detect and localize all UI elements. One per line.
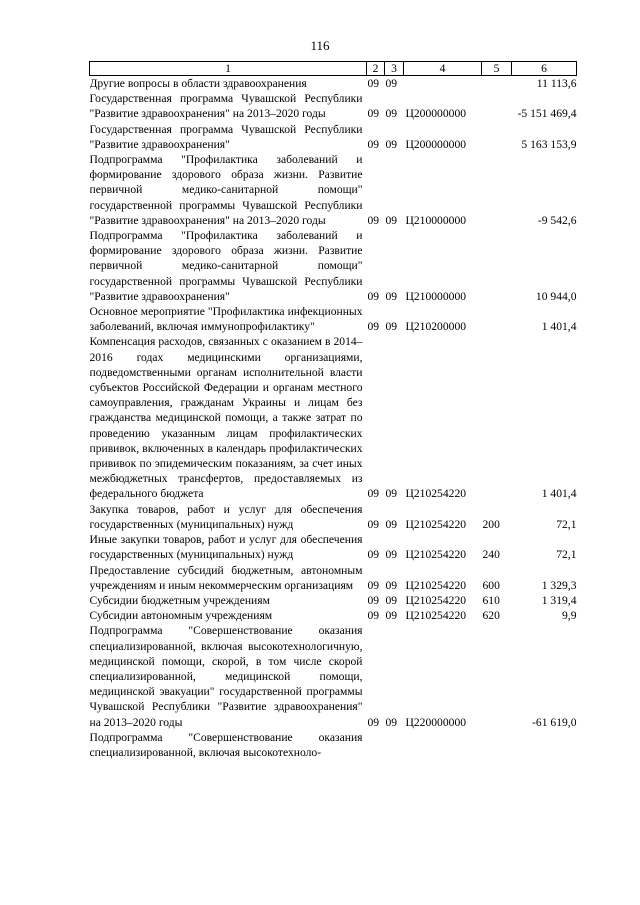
cell-rz: 09 bbox=[367, 517, 380, 531]
cell-rz: 09 bbox=[367, 487, 380, 501]
table-row bbox=[90, 152, 577, 228]
cell-sum: 9,9 bbox=[562, 609, 577, 623]
cell-rz: 09 bbox=[367, 137, 380, 151]
cell-rz: 09 bbox=[367, 578, 380, 592]
cell-rz: 09 bbox=[367, 548, 380, 562]
cell-name: Подпрограмма "Совершенствование оказания специализированной, включая высокотехноло- bbox=[89, 730, 363, 759]
cell-rz bbox=[367, 730, 385, 760]
cell-csr: Ц200000000 bbox=[405, 107, 467, 121]
cell-pr: 09 bbox=[385, 137, 398, 151]
cell-csr bbox=[404, 730, 482, 760]
cell-csr: Ц210254220 bbox=[405, 487, 467, 501]
cell-sum: -61 619,0 bbox=[532, 715, 577, 729]
cell-name: Иные закупки товаров, работ и услуг для обеспечения государственных (муниципальных) нужд bbox=[89, 533, 363, 562]
table-row bbox=[90, 608, 577, 623]
header-col-rz: 2 bbox=[367, 62, 385, 76]
cell-name: Подпрограмма "Профилактика заболеваний и формирование здорового образа жизни. Развитие первичной медико-санитарной помощи" государственной программы Чувашской Республики "Развитие здравоохранения" на 2013–2020 годы bbox=[89, 153, 363, 227]
cell-pr bbox=[385, 730, 404, 760]
cell-sum: 72,1 bbox=[556, 548, 577, 562]
cell-vr: 610 bbox=[482, 593, 500, 607]
cell-csr: Ц220000000 bbox=[405, 715, 467, 729]
header-col-vr: 5 bbox=[482, 62, 512, 76]
cell-rz: 09 bbox=[367, 213, 380, 227]
cell-vr: 200 bbox=[482, 517, 500, 531]
table-row bbox=[90, 76, 577, 92]
cell-csr: Ц210254220 bbox=[405, 548, 467, 562]
table-header bbox=[90, 62, 577, 76]
cell-pr: 09 bbox=[385, 289, 398, 303]
cell-csr: Ц210254220 bbox=[405, 609, 467, 623]
cell-pr: 09 bbox=[385, 517, 398, 531]
cell-pr: 09 bbox=[385, 548, 398, 562]
cell-pr: 09 bbox=[385, 593, 398, 607]
cell-sum: 1 401,4 bbox=[541, 487, 577, 501]
cell-sum: -5 151 469,4 bbox=[517, 107, 577, 121]
header-col-sum: 6 bbox=[512, 62, 577, 76]
cell-pr: 09 bbox=[385, 487, 398, 501]
cell-sum: 72,1 bbox=[556, 517, 577, 531]
cell-sum: 5 163 153,9 bbox=[521, 137, 577, 151]
cell-name: Подпрограмма "Профилактика заболеваний и формирование здорового образа жизни. Развитие первичной медико-санитарной помощи" государственной программы Чувашской Республики "Развитие здравоохранения" bbox=[89, 229, 363, 303]
table-row bbox=[90, 122, 577, 152]
cell-vr: 600 bbox=[482, 578, 500, 592]
cell-pr: 09 bbox=[385, 213, 398, 227]
header-col-csr: 4 bbox=[404, 62, 482, 76]
cell-csr: Ц200000000 bbox=[405, 137, 467, 151]
table-row bbox=[90, 730, 577, 760]
cell-rz: 09 bbox=[367, 609, 380, 623]
cell-name: Предоставление субсидий бюджетным, автономным учреждениям и иным некоммерческим организациям bbox=[89, 563, 363, 592]
table-row bbox=[90, 623, 577, 729]
cell-csr: Ц210000000 bbox=[405, 213, 467, 227]
header-row bbox=[90, 62, 577, 76]
cell-vr bbox=[482, 122, 512, 152]
cell-name: Другие вопросы в области здравоохранения bbox=[89, 77, 307, 90]
cell-vr bbox=[482, 334, 512, 501]
cell-sum: 11 113,6 bbox=[536, 77, 577, 90]
cell-pr: 09 bbox=[385, 578, 398, 592]
table-body bbox=[90, 76, 577, 761]
cell-pr: 09 bbox=[385, 107, 398, 121]
cell-csr: Ц210254220 bbox=[405, 578, 467, 592]
table-row bbox=[90, 91, 577, 121]
cell-rz: 09 bbox=[367, 107, 380, 121]
table-row bbox=[90, 334, 577, 501]
header-col-name: 1 bbox=[90, 62, 367, 76]
cell-sum: 1 329,3 bbox=[541, 578, 577, 592]
cell-vr: 620 bbox=[482, 609, 500, 623]
cell-vr: 240 bbox=[482, 548, 500, 562]
cell-rz: 09 bbox=[367, 715, 380, 729]
cell-vr bbox=[482, 152, 512, 228]
cell-vr bbox=[482, 304, 512, 334]
cell-pr: 09 bbox=[385, 609, 398, 623]
cell-name: Субсидии бюджетным учреждениям bbox=[89, 593, 270, 607]
cell-vr bbox=[482, 623, 512, 729]
cell-rz: 09 bbox=[367, 593, 380, 607]
cell-sum bbox=[512, 730, 577, 760]
budget-table bbox=[89, 61, 577, 760]
cell-vr bbox=[482, 228, 512, 304]
cell-sum: 1 401,4 bbox=[541, 320, 577, 334]
cell-csr bbox=[404, 76, 482, 92]
cell-vr bbox=[482, 730, 512, 760]
table-row bbox=[90, 304, 577, 334]
cell-csr: Ц210000000 bbox=[405, 289, 467, 303]
cell-rz: 09 bbox=[367, 320, 380, 334]
cell-name: Закупка товаров, работ и услуг для обеспечения государственных (муниципальных) нужд bbox=[89, 502, 363, 531]
cell-sum: 1 319,4 bbox=[541, 593, 577, 607]
cell-rz: 09 bbox=[367, 289, 380, 303]
cell-csr: Ц210254220 bbox=[405, 593, 467, 607]
table-row bbox=[90, 563, 577, 593]
cell-rz: 09 bbox=[367, 77, 380, 90]
cell-vr bbox=[482, 91, 512, 121]
cell-pr: 09 bbox=[385, 77, 398, 90]
table-row bbox=[90, 502, 577, 532]
cell-csr: Ц210200000 bbox=[405, 320, 467, 334]
cell-sum: -9 542,6 bbox=[537, 213, 577, 227]
table-row bbox=[90, 532, 577, 562]
header-col-pr: 3 bbox=[385, 62, 404, 76]
cell-sum: 10 944,0 bbox=[535, 289, 577, 303]
cell-name: Государственная программа Чувашской Республики "Развитие здравоохранения" bbox=[89, 122, 363, 151]
table-row bbox=[90, 593, 577, 608]
cell-vr bbox=[482, 76, 512, 92]
cell-name: Компенсация расходов, связанных с оказанием в 2014–2016 годах медицинскими организациями, подведомственными органам исполнительной власти субъектов Российской Федерации и органам местного самоуправления, гражданам Украины и лицам без гражданства медицинской помощи, а также затрат по проведению указанным лицам профилактических прививок, включенных в календарь профилактических прививок по эпидемическим показаниям, за счет иных межбюджетных трансфертов, предоставляемых из федерального бюджета bbox=[89, 335, 363, 501]
cell-csr: Ц210254220 bbox=[405, 517, 467, 531]
cell-name: Государственная программа Чувашской Республики "Развитие здравоохранения" на 2013–2020 годы bbox=[89, 92, 363, 121]
cell-name: Подпрограмма "Совершенствование оказания специализированной, включая высокотехнологичную, медицинской помощи, скорой, в том числе скорой специализированной, медицинской помощи, медицинской эвакуации" государственной программы Чувашской Республики "Развитие здравоохранения" на 2013–2020 годы bbox=[89, 624, 363, 729]
cell-name: Основное мероприятие "Профилактика инфекционных заболеваний, включая иммунопрофилактику" bbox=[89, 305, 363, 334]
cell-pr: 09 bbox=[385, 320, 398, 334]
cell-name: Субсидии автономным учреждениям bbox=[89, 609, 273, 623]
table-row bbox=[90, 228, 577, 304]
page-number: 116 bbox=[310, 38, 330, 53]
cell-pr: 09 bbox=[385, 715, 398, 729]
